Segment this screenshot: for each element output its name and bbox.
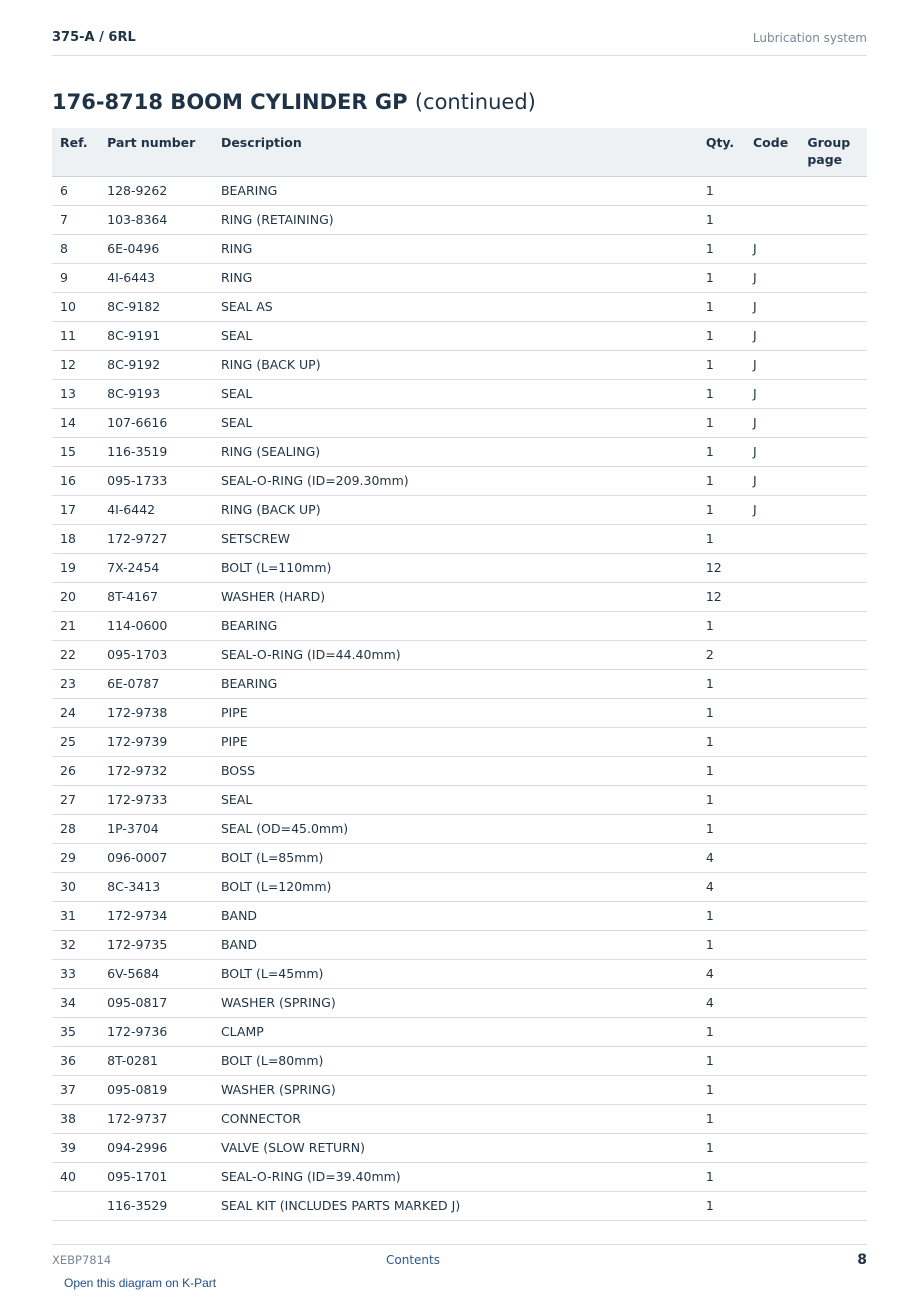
part-number-cell: 095-1701 (99, 1162, 213, 1191)
description-cell: PIPE (213, 727, 698, 756)
description-cell: PIPE (213, 698, 698, 727)
code-cell (745, 1133, 799, 1162)
table-row (52, 1191, 867, 1220)
ref-cell: 23 (52, 669, 99, 698)
ref-cell: 14 (52, 408, 99, 437)
part-number-cell: 7X-2454 (99, 553, 213, 582)
ref-cell: 13 (52, 379, 99, 408)
table-row (52, 988, 867, 1017)
ref-cell: 20 (52, 582, 99, 611)
part-number-cell: 116-3529 (99, 1191, 213, 1220)
table-row (52, 756, 867, 785)
ref-cell: 27 (52, 785, 99, 814)
table-row (52, 553, 867, 582)
part-number-cell: 172-9736 (99, 1017, 213, 1046)
group-page-cell (799, 1191, 867, 1220)
description-cell: CONNECTOR (213, 1104, 698, 1133)
ref-cell: 12 (52, 350, 99, 379)
code-cell (745, 1104, 799, 1133)
ref-cell: 33 (52, 959, 99, 988)
group-page-cell (799, 843, 867, 872)
code-cell (745, 524, 799, 553)
part-number-cell: 8C-9193 (99, 379, 213, 408)
col-header-qty: Qty. (698, 128, 745, 176)
table-row (52, 1046, 867, 1075)
ref-cell: 40 (52, 1162, 99, 1191)
code-cell: J (745, 263, 799, 292)
description-cell: SEAL-O-RING (ID=44.40mm) (213, 640, 698, 669)
qty-cell: 4 (698, 872, 745, 901)
qty-cell: 1 (698, 1191, 745, 1220)
qty-cell: 1 (698, 611, 745, 640)
description-cell: RING (RETAINING) (213, 205, 698, 234)
code-cell (745, 176, 799, 205)
group-page-cell (799, 350, 867, 379)
ref-cell: 8 (52, 234, 99, 263)
part-number-cell: 095-0817 (99, 988, 213, 1017)
qty-cell: 1 (698, 495, 745, 524)
part-number-cell: 096-0007 (99, 843, 213, 872)
table-row (52, 959, 867, 988)
part-number-cell: 6V-5684 (99, 959, 213, 988)
ref-cell: 26 (52, 756, 99, 785)
code-cell (745, 1075, 799, 1104)
table-row (52, 466, 867, 495)
group-page-cell (799, 466, 867, 495)
qty-cell: 1 (698, 408, 745, 437)
ref-cell: 30 (52, 872, 99, 901)
description-cell: BOLT (L=45mm) (213, 959, 698, 988)
group-page-cell (799, 234, 867, 263)
group-page-cell (799, 1133, 867, 1162)
section-label: Lubrication system (752, 31, 867, 45)
table-row (52, 727, 867, 756)
group-page-cell (799, 814, 867, 843)
ref-cell: 35 (52, 1017, 99, 1046)
ref-cell: 21 (52, 611, 99, 640)
qty-cell: 12 (698, 553, 745, 582)
ref-cell: 29 (52, 843, 99, 872)
description-cell: WASHER (HARD) (213, 582, 698, 611)
group-page-cell (799, 263, 867, 292)
ref-cell: 32 (52, 930, 99, 959)
group-page-cell (799, 872, 867, 901)
table-row (52, 1104, 867, 1133)
table-row (52, 234, 867, 263)
part-number-cell: 6E-0787 (99, 669, 213, 698)
part-number-cell: 095-0819 (99, 1075, 213, 1104)
part-number-cell: 6E-0496 (99, 234, 213, 263)
qty-cell: 1 (698, 727, 745, 756)
group-page-cell (799, 1162, 867, 1191)
code-cell (745, 640, 799, 669)
qty-cell: 4 (698, 843, 745, 872)
ref-cell: 39 (52, 1133, 99, 1162)
ref-cell: 18 (52, 524, 99, 553)
col-header-part-number: Part number (99, 128, 213, 176)
table-row (52, 1133, 867, 1162)
description-cell: SETSCREW (213, 524, 698, 553)
qty-cell: 12 (698, 582, 745, 611)
code-cell (745, 698, 799, 727)
code-cell (745, 901, 799, 930)
description-cell: VALVE (SLOW RETURN) (213, 1133, 698, 1162)
description-cell: SEAL KIT (INCLUDES PARTS MARKED J) (213, 1191, 698, 1220)
group-page-cell (799, 785, 867, 814)
description-cell: BAND (213, 930, 698, 959)
group-page-cell (799, 930, 867, 959)
group-page-cell (799, 292, 867, 321)
table-row (52, 495, 867, 524)
group-page-cell (799, 205, 867, 234)
table-row (52, 669, 867, 698)
part-number-cell: 172-9732 (99, 756, 213, 785)
qty-cell: 1 (698, 1075, 745, 1104)
code-cell: J (745, 466, 799, 495)
qty-cell: 1 (698, 930, 745, 959)
qty-cell: 1 (698, 814, 745, 843)
qty-cell: 1 (698, 205, 745, 234)
group-page-cell (799, 611, 867, 640)
qty-cell: 1 (698, 785, 745, 814)
ref-cell: 34 (52, 988, 99, 1017)
table-row (52, 611, 867, 640)
code-cell (745, 814, 799, 843)
parts-table-body (52, 176, 867, 1220)
table-row (52, 176, 867, 205)
qty-cell: 1 (698, 437, 745, 466)
code-cell: J (745, 495, 799, 524)
table-row (52, 321, 867, 350)
code-cell: J (745, 437, 799, 466)
table-row (52, 408, 867, 437)
table-row (52, 814, 867, 843)
description-cell: SEAL (OD=45.0mm) (213, 814, 698, 843)
description-cell: RING (BACK UP) (213, 350, 698, 379)
description-cell: BOLT (L=80mm) (213, 1046, 698, 1075)
qty-cell: 1 (698, 263, 745, 292)
description-cell: RING (213, 234, 698, 263)
table-row (52, 582, 867, 611)
part-number-cell: 095-1703 (99, 640, 213, 669)
table-row (52, 901, 867, 930)
description-cell: RING (213, 263, 698, 292)
part-number-cell: 128-9262 (99, 176, 213, 205)
table-row (52, 1162, 867, 1191)
qty-cell: 1 (698, 379, 745, 408)
qty-cell: 1 (698, 350, 745, 379)
code-cell (745, 785, 799, 814)
ref-cell: 10 (52, 292, 99, 321)
group-page-cell (799, 669, 867, 698)
table-row (52, 437, 867, 466)
code-cell (745, 988, 799, 1017)
qty-cell: 1 (698, 756, 745, 785)
group-page-cell (799, 988, 867, 1017)
code-cell: J (745, 379, 799, 408)
part-number-cell: 116-3519 (99, 437, 213, 466)
description-cell: BAND (213, 901, 698, 930)
table-row (52, 292, 867, 321)
col-header-code: Code (745, 128, 799, 176)
ref-cell: 28 (52, 814, 99, 843)
part-number-cell: 1P-3704 (99, 814, 213, 843)
description-cell: RING (BACK UP) (213, 495, 698, 524)
part-number-cell: 172-9734 (99, 901, 213, 930)
group-page-cell (799, 524, 867, 553)
qty-cell: 4 (698, 959, 745, 988)
model-label: 375-A / 6RL (52, 30, 136, 45)
description-cell: BEARING (213, 611, 698, 640)
group-page-cell (799, 379, 867, 408)
qty-cell: 1 (698, 1133, 745, 1162)
description-cell: BOSS (213, 756, 698, 785)
ref-cell: 38 (52, 1104, 99, 1133)
description-cell: SEAL (213, 785, 698, 814)
description-cell: SEAL (213, 408, 698, 437)
part-number-cell: 8C-9192 (99, 350, 213, 379)
description-cell: SEAL-O-RING (ID=209.30mm) (213, 466, 698, 495)
group-page-cell (799, 640, 867, 669)
qty-cell: 1 (698, 1162, 745, 1191)
description-cell: BOLT (L=110mm) (213, 553, 698, 582)
code-cell (745, 930, 799, 959)
code-cell (745, 611, 799, 640)
qty-cell: 1 (698, 669, 745, 698)
description-cell: BOLT (L=120mm) (213, 872, 698, 901)
title-suffix: (continued) (414, 90, 536, 114)
ref-cell: 15 (52, 437, 99, 466)
group-page-cell (799, 495, 867, 524)
description-cell: RING (SEALING) (213, 437, 698, 466)
part-number-cell: 172-9735 (99, 930, 213, 959)
qty-cell: 4 (698, 988, 745, 1017)
ref-cell: 25 (52, 727, 99, 756)
table-row (52, 640, 867, 669)
code-cell (745, 1017, 799, 1046)
group-page-cell (799, 408, 867, 437)
ref-cell: 6 (52, 176, 99, 205)
ref-cell: 31 (52, 901, 99, 930)
ref-cell: 19 (52, 553, 99, 582)
description-cell: WASHER (SPRING) (213, 988, 698, 1017)
code-cell (745, 1191, 799, 1220)
qty-cell: 2 (698, 640, 745, 669)
ref-cell: 24 (52, 698, 99, 727)
group-page-cell (799, 756, 867, 785)
description-cell: WASHER (SPRING) (213, 1075, 698, 1104)
qty-cell: 1 (698, 1017, 745, 1046)
description-cell: SEAL AS (213, 292, 698, 321)
footer-divider (52, 1244, 867, 1245)
group-page-cell (799, 321, 867, 350)
qty-cell: 1 (698, 1046, 745, 1075)
code-cell (745, 727, 799, 756)
group-page-cell (799, 553, 867, 582)
page-number: 8 (857, 1252, 867, 1268)
qty-cell: 1 (698, 901, 745, 930)
description-cell: BEARING (213, 176, 698, 205)
group-page-cell (799, 1075, 867, 1104)
part-number-cell: 8T-4167 (99, 582, 213, 611)
code-cell (745, 959, 799, 988)
code-cell: J (745, 292, 799, 321)
description-cell: CLAMP (213, 1017, 698, 1046)
code-cell (745, 1046, 799, 1075)
open-diagram-link[interactable]: Open this diagram on K-Part (64, 1276, 217, 1290)
page-header (52, 28, 867, 56)
table-row (52, 350, 867, 379)
group-page-cell (799, 901, 867, 930)
description-cell: SEAL-O-RING (ID=39.40mm) (213, 1162, 698, 1191)
qty-cell: 1 (698, 176, 745, 205)
ref-cell: 37 (52, 1075, 99, 1104)
table-row (52, 524, 867, 553)
description-cell: BEARING (213, 669, 698, 698)
title-main: 176-8718 BOOM CYLINDER GP (52, 90, 408, 114)
ref-cell: 22 (52, 640, 99, 669)
code-cell (745, 843, 799, 872)
code-cell (745, 582, 799, 611)
part-number-cell: 8C-9182 (99, 292, 213, 321)
part-number-cell: 172-9737 (99, 1104, 213, 1133)
part-number-cell: 094-2996 (99, 1133, 213, 1162)
parts-table (52, 128, 867, 1221)
code-cell: J (745, 408, 799, 437)
description-cell: SEAL (213, 379, 698, 408)
group-page-cell (799, 1046, 867, 1075)
qty-cell: 1 (698, 292, 745, 321)
part-number-cell: 172-9739 (99, 727, 213, 756)
part-number-cell: 172-9738 (99, 698, 213, 727)
table-row (52, 1017, 867, 1046)
ref-cell: 11 (52, 321, 99, 350)
ref-cell: 17 (52, 495, 99, 524)
part-number-cell: 172-9727 (99, 524, 213, 553)
group-page-cell (799, 1017, 867, 1046)
table-header-row (52, 128, 867, 176)
table-row (52, 698, 867, 727)
code-cell (745, 669, 799, 698)
ref-cell: 36 (52, 1046, 99, 1075)
code-cell (745, 205, 799, 234)
contents-link[interactable]: Contents (386, 1253, 440, 1267)
group-page-cell (799, 959, 867, 988)
group-page-cell (799, 698, 867, 727)
group-page-cell (799, 437, 867, 466)
table-row (52, 843, 867, 872)
qty-cell: 1 (698, 466, 745, 495)
qty-cell: 1 (698, 1104, 745, 1133)
qty-cell: 1 (698, 234, 745, 263)
part-number-cell: 107-6616 (99, 408, 213, 437)
ref-cell: 16 (52, 466, 99, 495)
code-cell: J (745, 350, 799, 379)
part-number-cell: 095-1733 (99, 466, 213, 495)
code-cell (745, 553, 799, 582)
ref-cell: 7 (52, 205, 99, 234)
description-cell: SEAL (213, 321, 698, 350)
code-cell (745, 1162, 799, 1191)
code-cell (745, 872, 799, 901)
ref-cell (52, 1191, 99, 1220)
col-header-ref: Ref. (52, 128, 99, 176)
part-number-cell: 4I-6443 (99, 263, 213, 292)
qty-cell: 1 (698, 321, 745, 350)
ref-cell: 9 (52, 263, 99, 292)
part-number-cell: 4I-6442 (99, 495, 213, 524)
part-number-cell: 8T-0281 (99, 1046, 213, 1075)
part-number-cell: 8C-3413 (99, 872, 213, 901)
qty-cell: 1 (698, 698, 745, 727)
table-row (52, 1075, 867, 1104)
group-page-cell (799, 582, 867, 611)
table-row (52, 379, 867, 408)
page-title (52, 90, 536, 114)
part-number-cell: 114-0600 (99, 611, 213, 640)
part-number-cell: 172-9733 (99, 785, 213, 814)
col-header-description: Description (213, 128, 698, 176)
col-header-group-page: Group page (799, 128, 867, 176)
table-row (52, 205, 867, 234)
part-number-cell: 8C-9191 (99, 321, 213, 350)
group-page-cell (799, 176, 867, 205)
description-cell: BOLT (L=85mm) (213, 843, 698, 872)
qty-cell: 1 (698, 524, 745, 553)
table-row (52, 263, 867, 292)
code-cell (745, 756, 799, 785)
table-row (52, 872, 867, 901)
part-number-cell: 103-8364 (99, 205, 213, 234)
group-page-cell (799, 1104, 867, 1133)
table-row (52, 785, 867, 814)
code-cell: J (745, 321, 799, 350)
group-page-cell (799, 727, 867, 756)
table-row (52, 930, 867, 959)
document-id: XEBP7814 (52, 1253, 112, 1267)
code-cell: J (745, 234, 799, 263)
